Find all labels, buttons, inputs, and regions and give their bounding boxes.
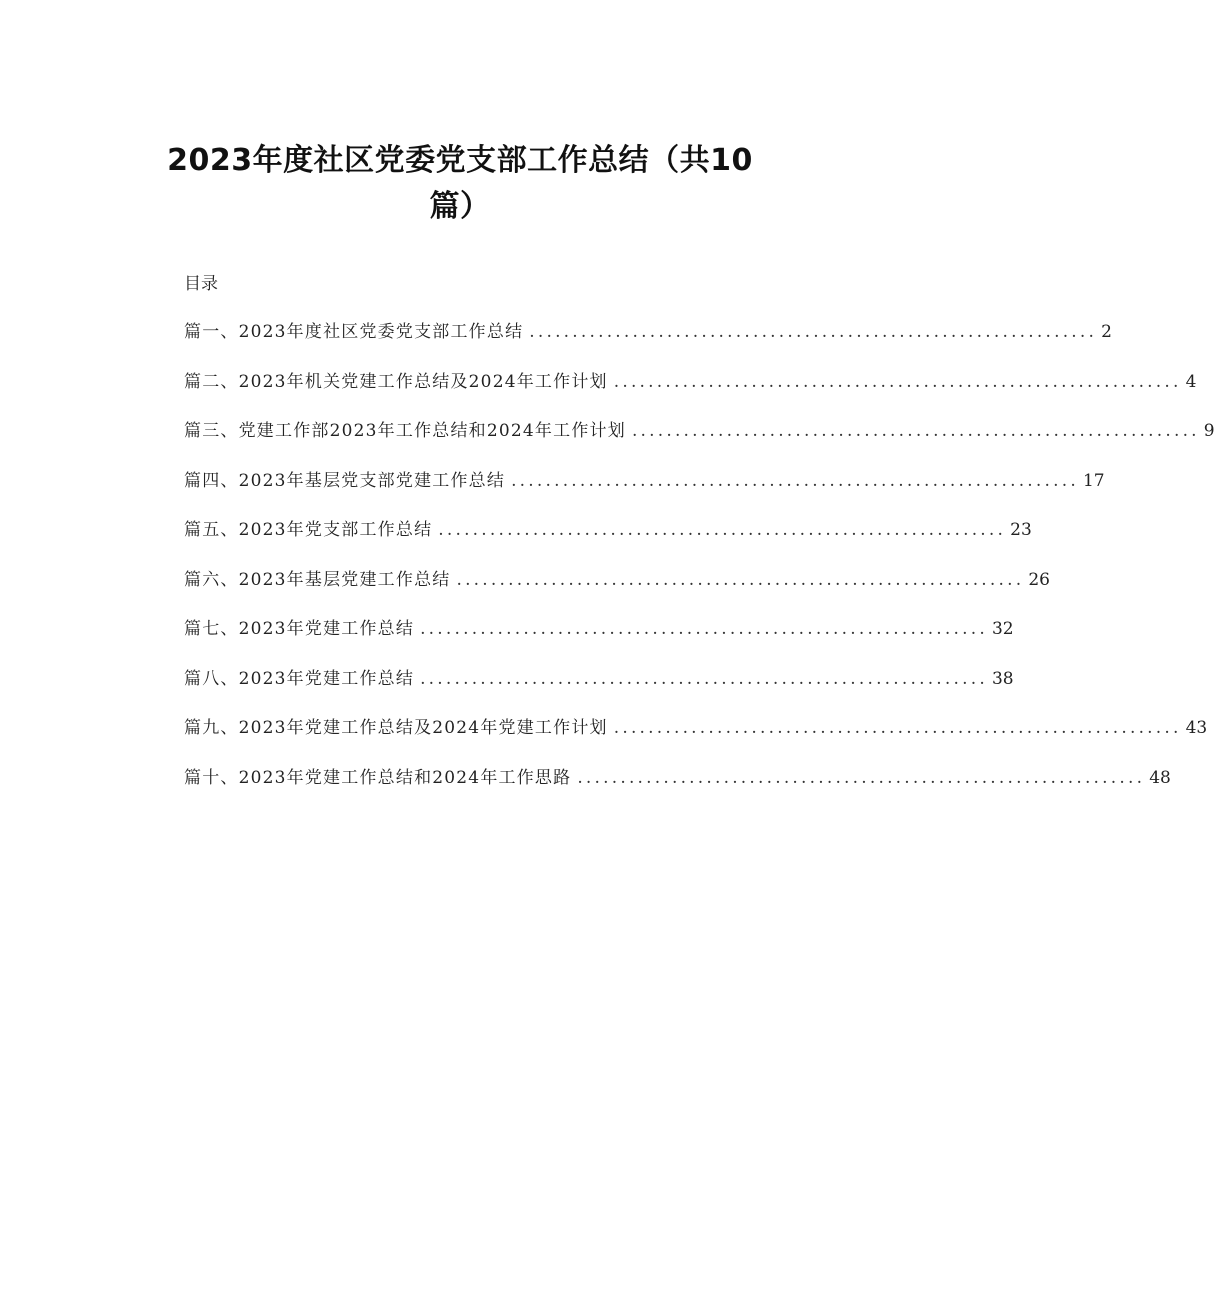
toc-entry-10[interactable] (184, 766, 1171, 816)
toc-dot-leader: .................................................................. (438, 520, 1007, 540)
toc-entry-2[interactable] (184, 370, 1197, 420)
toc-page-number: 48 (1149, 767, 1171, 788)
toc-entry-9[interactable] (184, 716, 1208, 766)
toc-page-number: 23 (1010, 520, 1032, 540)
document-title-line-2: 篇） (429, 189, 491, 224)
toc-dot-leader: .................................................................. (511, 470, 1079, 491)
toc-page-number: 4 (1185, 371, 1197, 392)
toc-entry-label: 篇二、2023年机关党建工作总结及2024年工作计划 (184, 371, 608, 392)
toc-entry-label: 篇八、2023年党建工作总结 (184, 668, 415, 689)
table-of-contents (184, 320, 1215, 815)
toc-page-number: 38 (991, 668, 1014, 689)
toc-entry-6[interactable] (184, 568, 1050, 618)
toc-dot-leader: .................................................................. (456, 569, 1025, 590)
toc-entry-4[interactable] (184, 469, 1105, 519)
toc-entry-7[interactable] (184, 617, 1014, 667)
toc-page-number: 43 (1185, 718, 1208, 738)
toc-dot-leader: .................................................................. (577, 767, 1146, 788)
toc-dot-leader: .................................................................. (420, 619, 988, 639)
toc-page-number: 32 (991, 619, 1014, 639)
toc-page-number: 2 (1101, 322, 1112, 342)
toc-dot-leader: .................................................................. (613, 371, 1182, 392)
toc-dot-leader: .................................................................. (529, 322, 1098, 342)
toc-entry-label: 篇一、2023年度社区党委党支部工作总结 (184, 322, 524, 342)
toc-dot-leader: .................................................................. (613, 718, 1182, 738)
toc-page-number: 9 (1203, 421, 1215, 441)
toc-page-number: 17 (1082, 470, 1105, 491)
toc-entry-1[interactable] (184, 320, 1112, 370)
toc-heading: 目录 (184, 274, 218, 294)
toc-entry-label: 篇六、2023年基层党建工作总结 (184, 569, 451, 590)
toc-dot-leader: .................................................................. (631, 421, 1200, 441)
toc-dot-leader: .................................................................. (420, 668, 988, 689)
document-title (150, 138, 770, 230)
toc-entry-5[interactable] (184, 518, 1032, 568)
toc-entry-label: 篇四、2023年基层党支部党建工作总结 (184, 470, 506, 491)
toc-entry-8[interactable] (184, 667, 1014, 717)
toc-entry-label: 篇九、2023年党建工作总结及2024年党建工作计划 (184, 718, 608, 738)
toc-entry-label: 篇七、2023年党建工作总结 (184, 619, 415, 639)
toc-entry-3[interactable] (184, 419, 1215, 469)
toc-page-number: 26 (1028, 569, 1050, 590)
toc-entry-label: 篇五、2023年党支部工作总结 (184, 520, 433, 540)
toc-entry-label: 篇十、2023年党建工作总结和2024年工作思路 (184, 767, 572, 788)
document-title-line-1: 2023年度社区党委党支部工作总结（共10 (167, 143, 753, 178)
toc-entry-label: 篇三、党建工作部2023年工作总结和2024年工作计划 (184, 421, 626, 441)
